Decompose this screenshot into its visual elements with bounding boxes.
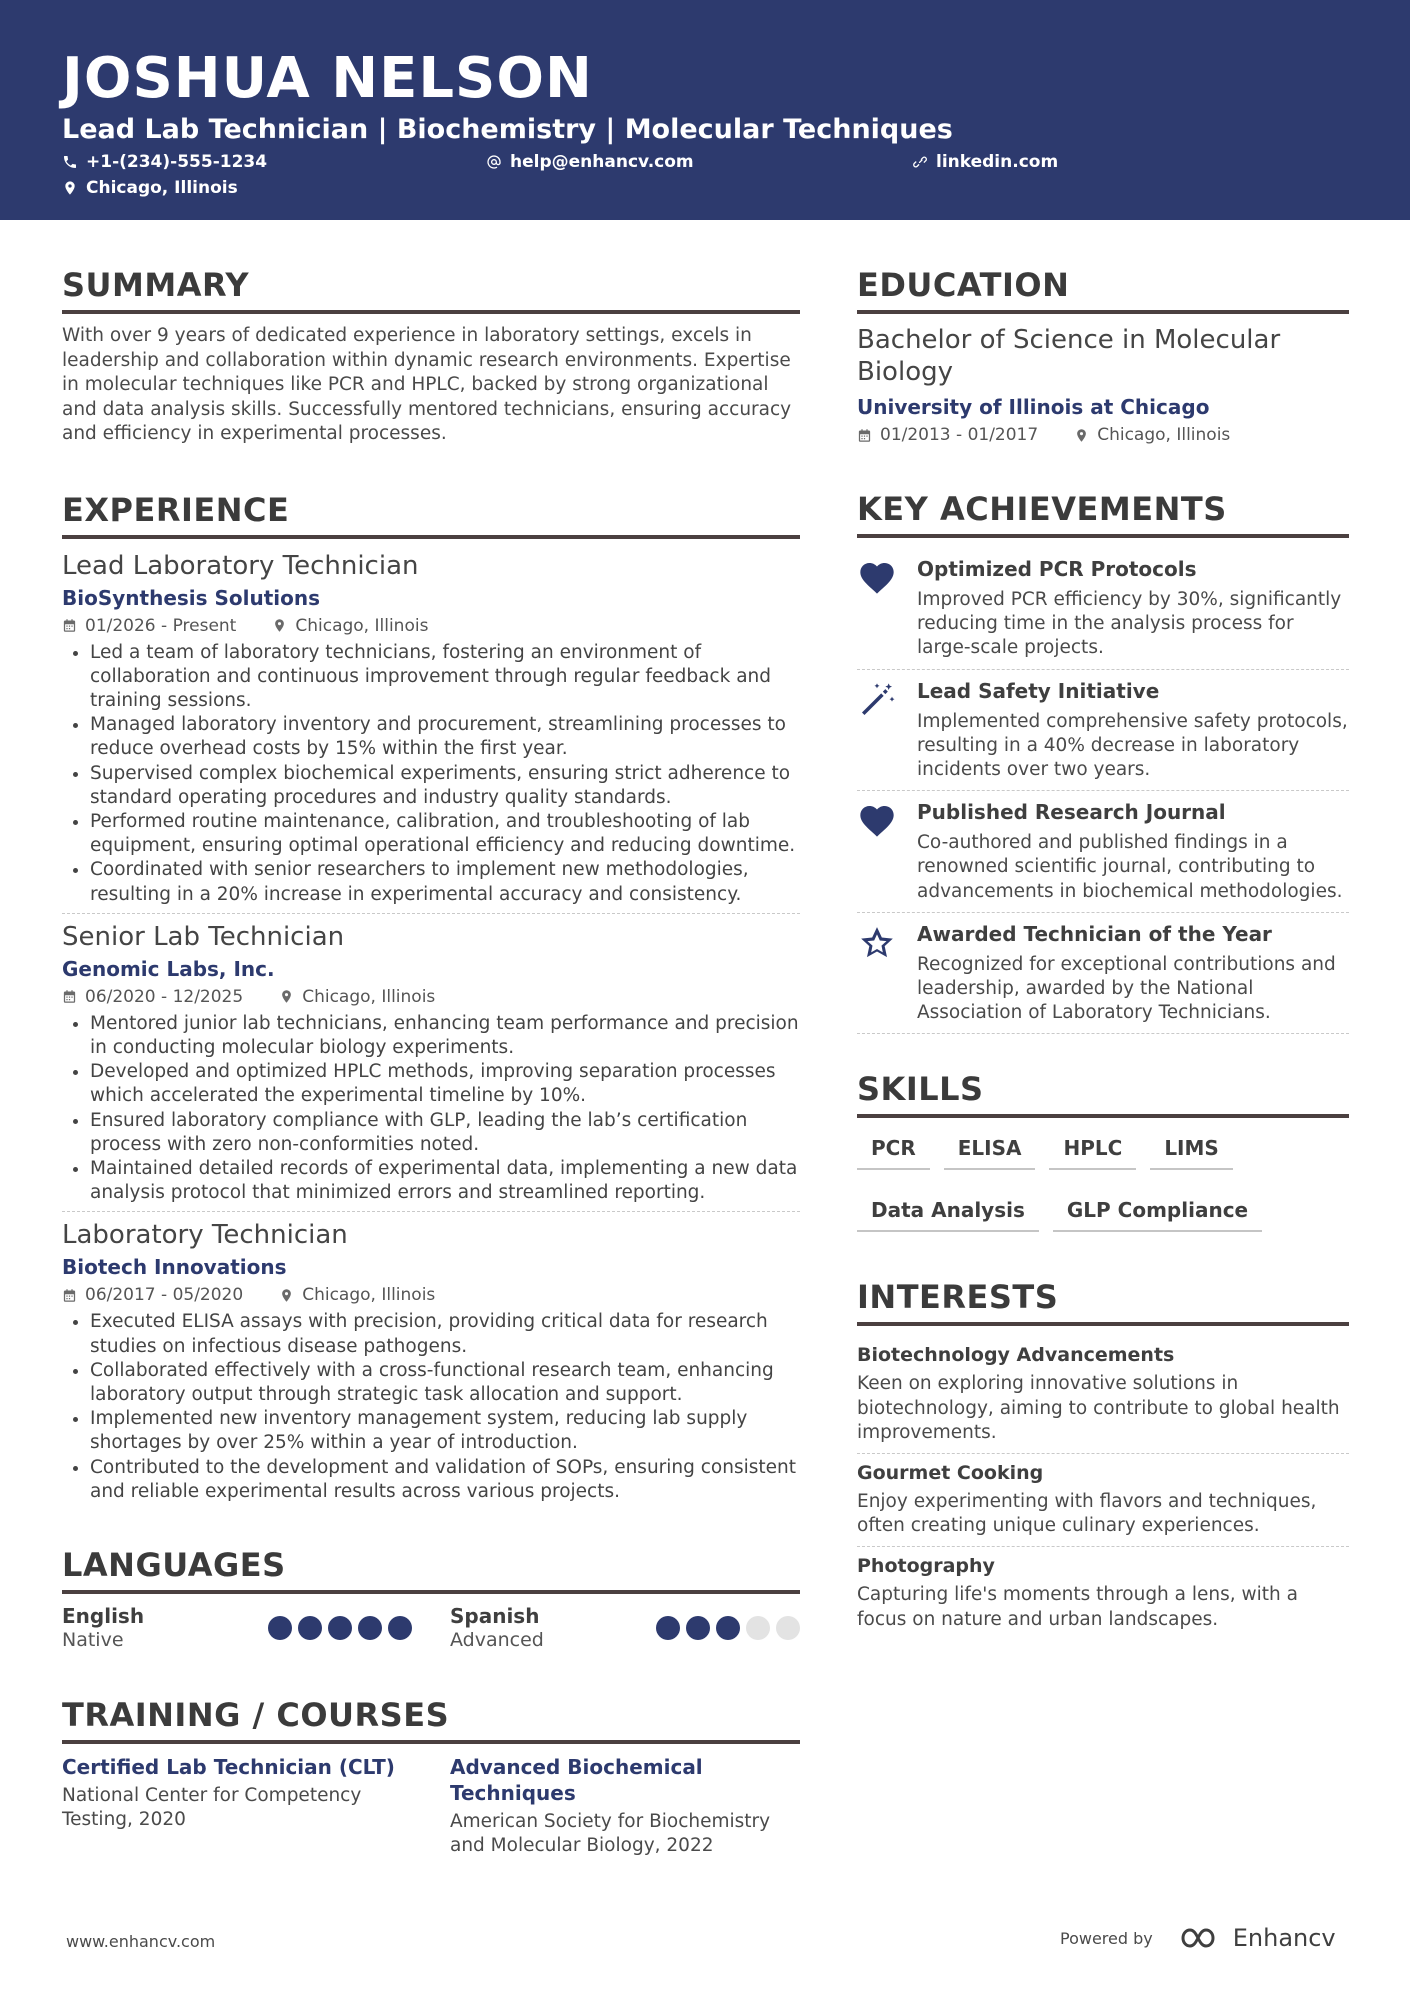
rating-dot-filled	[716, 1616, 740, 1640]
job-bullets	[62, 641, 800, 907]
divider	[62, 913, 800, 914]
skill-tag: HPLC	[1049, 1128, 1136, 1170]
achievement-title: Published Research Journal	[917, 800, 1226, 825]
job-meta	[62, 984, 800, 1010]
left-column	[62, 262, 800, 1859]
rating-dot-empty	[746, 1616, 770, 1640]
rating-dot-filled	[686, 1616, 710, 1640]
magic-wand-icon	[857, 680, 897, 720]
rating-dot-filled	[388, 1616, 412, 1640]
job-bullet: • Contributed to the development and validation of SOPs, ensuring consistent and reliable experimental results across various projects.	[90, 1456, 800, 1504]
contact-location	[62, 176, 238, 200]
achievement-title: Lead Safety Initiative	[917, 678, 1160, 703]
job-meta	[62, 1282, 800, 1308]
location-text: Chicago, Illinois	[86, 178, 238, 198]
job-dates: 01/2026 - Present	[85, 615, 237, 636]
rating-dot-filled	[656, 1616, 680, 1640]
language-rating	[650, 1616, 800, 1640]
language-level: Native	[62, 1628, 124, 1651]
job-title: Lead Laboratory Technician	[62, 550, 419, 581]
job-entry	[62, 1218, 800, 1504]
heart-icon	[857, 801, 897, 841]
contact-phone[interactable]	[62, 150, 267, 174]
skills-heading: SKILLS	[857, 1066, 1349, 1118]
degree-title: Bachelor of Science in Molecular Biology	[857, 325, 1281, 387]
education-dates: 01/2013 - 01/2017	[880, 425, 1039, 445]
job-dates: 06/2020 - 12/2025	[85, 986, 244, 1007]
achievement-title: Optimized PCR Protocols	[917, 557, 1197, 581]
interest-desc: Enjoy experimenting with flavors and techniques, often creating unique culinary experiences.	[857, 1491, 1317, 1537]
language-level: Advanced	[450, 1628, 544, 1651]
job-meta	[62, 613, 800, 639]
interest-desc: Keen on exploring innovative solutions in biotechnology, aiming to contribute to global health improvements.	[857, 1373, 1340, 1443]
course-title: Certified Lab Technician (CLT)	[62, 1754, 395, 1779]
skill-tag: LIMS	[1150, 1128, 1233, 1170]
phone-icon	[62, 154, 78, 170]
email-text: help@enhancv.com	[510, 152, 694, 172]
rating-dot-filled	[328, 1616, 352, 1640]
job-bullet: • Coordinated with senior researchers to implement new methodologies, resulting in a 20% increase in experimental accuracy and consistency.	[90, 858, 800, 906]
course-org: American Society for Biochemistry and Molecular Biology, 2022	[450, 1810, 771, 1857]
experience-heading: EXPERIENCE	[62, 487, 800, 539]
heart-icon	[857, 558, 897, 598]
job-bullet: • Developed and optimized HPLC methods, improving separation processes which accelerated the experimental timeline by 10%.	[90, 1060, 800, 1108]
enhancv-logo-icon	[1179, 1924, 1223, 1952]
company-name: Biotech Innovations	[62, 1255, 287, 1280]
interest-item	[857, 1454, 1349, 1547]
skill-tag: PCR	[857, 1128, 930, 1170]
achievement-item	[857, 548, 1349, 670]
calendar-icon	[857, 428, 872, 443]
job-location-text: Chicago, Illinois	[302, 986, 436, 1007]
company-name: Genomic Labs, Inc.	[62, 956, 275, 981]
job-bullets	[62, 1310, 800, 1504]
course-title: Advanced Biochemical Techniques	[450, 1754, 703, 1805]
skill-tag: Data Analysis	[857, 1190, 1039, 1232]
job-location-text: Chicago, Illinois	[302, 1285, 436, 1306]
language-name: English	[62, 1603, 145, 1628]
candidate-name: JOSHUA NELSON	[62, 46, 593, 111]
interests-heading: INTERESTS	[857, 1274, 1349, 1326]
job-bullet: • Led a team of laboratory technicians, fostering an environment of collaboration and continuous improvement through regular feedback and training sessions.	[90, 641, 800, 714]
job-location	[272, 613, 428, 639]
job-entry	[62, 920, 800, 1206]
interest-title: Biotechnology Advancements	[857, 1344, 1175, 1367]
link-icon	[912, 154, 928, 170]
achievement-item	[857, 791, 1349, 913]
contact-email[interactable]	[486, 150, 694, 174]
language-item	[62, 1604, 412, 1652]
star-icon	[857, 923, 897, 963]
job-bullet: • Implemented new inventory management system, reducing lab supply shortages by over 25% within a year of introduction.	[90, 1407, 800, 1455]
job-bullet: • Maintained detailed records of experimental data, implementing a new data analysis protocol that minimized errors and streamlined reporting.	[90, 1157, 800, 1205]
footer-branding	[1060, 1924, 1336, 1952]
phone-text: +1-(234)-555-1234	[86, 152, 268, 172]
language-rating	[262, 1616, 412, 1640]
job-bullet: • Ensured laboratory compliance with GLP, leading the lab’s certification process with zero non-conformities noted.	[90, 1109, 800, 1157]
linkedin-text: linkedin.com	[936, 152, 1059, 172]
skill-tag: ELISA	[944, 1128, 1036, 1170]
job-bullet: • Collaborated effectively with a cross-functional research team, enhancing laboratory output through strategic task allocation and support.	[90, 1359, 800, 1407]
job-bullet: • Mentored junior lab technicians, enhancing team performance and precision in conducting molecular biology experiments.	[90, 1012, 800, 1060]
achievement-desc: Implemented comprehensive safety protocols, resulting in a 40% decrease in laboratory incidents over two years.	[917, 710, 1348, 781]
job-location	[279, 984, 435, 1010]
school-name: University of Illinois at Chicago	[857, 395, 1210, 419]
summary-text: With over 9 years of dedicated experience in laboratory settings, excels in leadership and collaboration within dynamic research environments. Expertise in molecular techniques like PCR and HPLC, backed by strong organizational and data analysis skills. Successfully mentored technicians, ensuring accuracy and efficiency in experimental processes.	[62, 325, 792, 444]
achievement-title: Awarded Technician of the Year	[917, 921, 1272, 946]
contact-linkedin[interactable]	[912, 150, 1058, 174]
education-heading: EDUCATION	[857, 262, 1349, 314]
calendar-icon	[62, 989, 77, 1004]
courses-list	[62, 1754, 800, 1859]
job-bullet: • Executed ELISA assays with precision, providing critical data for research studies on infectious disease pathogens.	[90, 1310, 800, 1358]
achievement-desc: Recognized for exceptional contributions and leadership, awarded by the National Association of Laboratory Technicians.	[917, 953, 1336, 1024]
job-bullet: • Supervised complex biochemical experiments, ensuring strict adherence to standard operating procedures and industry quality standards.	[90, 762, 800, 810]
achievement-desc: Co-authored and published findings in a renowned scientific journal, contributing to advancements in biochemical methodologies.	[917, 832, 1343, 902]
candidate-tagline: Lead Lab Technician | Biochemistry | Molecular Techniques	[62, 114, 953, 145]
rating-dot-empty	[776, 1616, 800, 1640]
job-bullets	[62, 1012, 800, 1206]
location-pin-icon	[279, 989, 294, 1004]
education-location-text: Chicago, Illinois	[1097, 425, 1231, 445]
achievements-heading: KEY ACHIEVEMENTS	[857, 486, 1349, 538]
job-bullet: • Managed laboratory inventory and procurement, streamlining processes to reduce overhead costs by 15% within the first year.	[90, 713, 800, 761]
achievement-item	[857, 670, 1349, 792]
interest-item	[857, 1547, 1349, 1639]
interest-title: Gourmet Cooking	[857, 1462, 1044, 1485]
interest-item	[857, 1336, 1349, 1454]
header-banner	[0, 0, 1410, 220]
course-item	[62, 1754, 412, 1859]
divider	[62, 1211, 800, 1212]
interest-title: Photography	[857, 1555, 995, 1578]
job-bullet: • Performed routine maintenance, calibration, and troubleshooting of lab equipment, ensuring optimal operational efficiency and reducing downtime.	[90, 810, 800, 858]
job-location	[279, 1282, 435, 1308]
interest-desc: Capturing life's moments through a lens, with a focus on nature and urban landscapes.	[857, 1584, 1298, 1630]
job-entry	[62, 549, 800, 907]
right-column	[857, 262, 1349, 1640]
company-name: BioSynthesis Solutions	[62, 585, 321, 610]
training-heading: TRAINING / COURSES	[62, 1692, 800, 1744]
language-item	[450, 1604, 800, 1652]
skill-tag: GLP Compliance	[1053, 1190, 1262, 1232]
job-dates: 06/2017 - 05/2020	[85, 1285, 244, 1306]
location-pin-icon	[279, 1288, 294, 1303]
powered-by-label: Powered by	[1060, 1928, 1153, 1948]
summary-heading: SUMMARY	[62, 262, 800, 314]
skills-list	[857, 1128, 1349, 1252]
education-meta	[857, 422, 1349, 448]
languages-heading: LANGUAGES	[62, 1542, 800, 1594]
brand-name: Enhancv	[1232, 1924, 1336, 1952]
achievement-desc: Improved PCR efficiency by 30%, significantly reducing time in the analysis process for large-scale projects.	[917, 589, 1342, 659]
location-pin-icon	[1074, 428, 1089, 443]
education-location	[1074, 422, 1230, 448]
job-title: Senior Lab Technician	[62, 921, 345, 952]
rating-dot-filled	[358, 1616, 382, 1640]
calendar-icon	[62, 618, 77, 633]
location-pin-icon	[62, 180, 78, 196]
languages-list	[62, 1604, 800, 1652]
job-location-text: Chicago, Illinois	[295, 615, 429, 636]
location-pin-icon	[272, 618, 287, 633]
course-item	[450, 1754, 800, 1859]
course-org: National Center for Competency Testing, 2020	[62, 1784, 362, 1831]
achievement-item	[857, 913, 1349, 1035]
rating-dot-filled	[268, 1616, 292, 1640]
rating-dot-filled	[298, 1616, 322, 1640]
at-sign-icon	[486, 154, 502, 170]
brand-logo[interactable]	[1179, 1924, 1336, 1952]
footer-website[interactable]: www.enhancv.com	[66, 1932, 216, 1951]
job-title: Laboratory Technician	[62, 1220, 348, 1251]
language-name: Spanish	[450, 1603, 540, 1628]
calendar-icon	[62, 1288, 77, 1303]
